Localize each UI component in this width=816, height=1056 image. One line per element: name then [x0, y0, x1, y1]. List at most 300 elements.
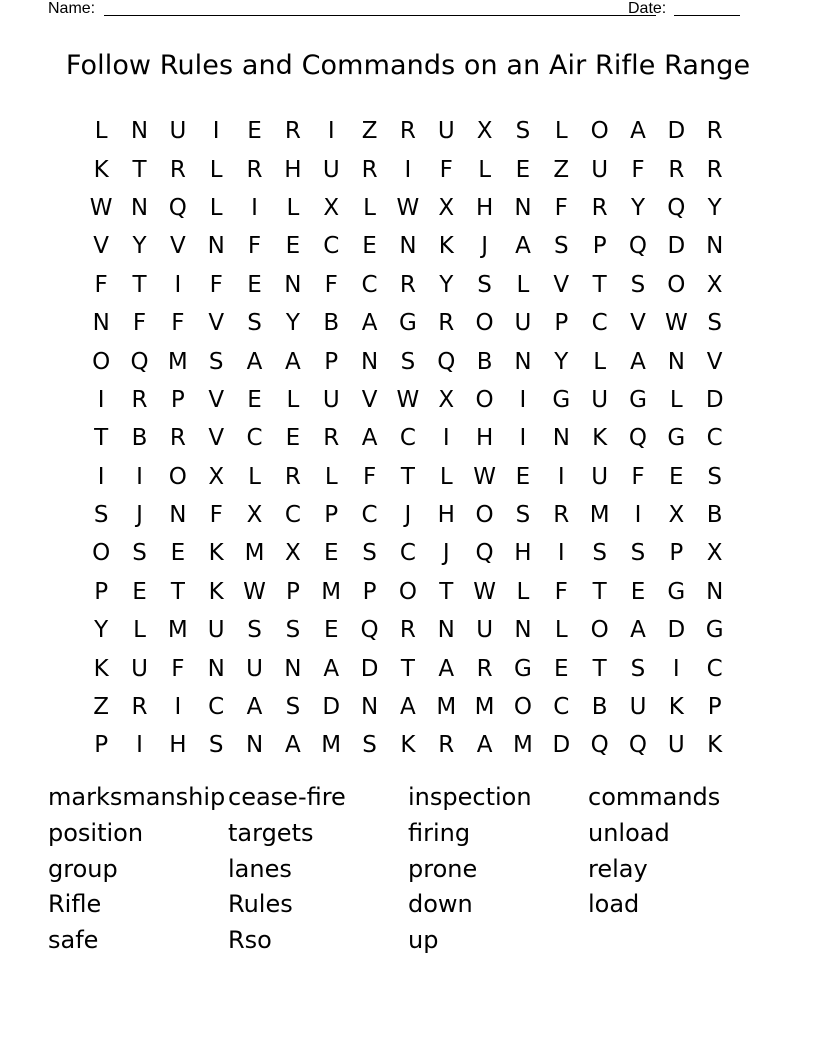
grid-letter[interactable]: L: [324, 463, 338, 490]
grid-letter[interactable]: R: [323, 425, 340, 452]
grid-row: [82, 458, 734, 496]
grid-letter[interactable]: N: [245, 732, 264, 759]
grid-letter[interactable]: O: [590, 617, 609, 644]
grid-letter[interactable]: O: [92, 348, 111, 375]
grid-letter[interactable]: R: [553, 502, 570, 529]
grid-letter[interactable]: D: [667, 233, 686, 260]
grid-letter[interactable]: N: [207, 233, 225, 260]
grid-letter[interactable]: F: [171, 655, 185, 682]
grid-letter[interactable]: R: [668, 156, 685, 183]
grid-letter[interactable]: E: [247, 118, 262, 145]
grid-letter[interactable]: U: [591, 386, 609, 413]
grid-letter[interactable]: S: [132, 540, 147, 567]
grid-letter[interactable]: Q: [628, 425, 648, 452]
grid-letter[interactable]: L: [248, 463, 261, 490]
grid-letter[interactable]: F: [171, 310, 185, 337]
grid-letter[interactable]: C: [323, 233, 340, 260]
grid-letter[interactable]: V: [208, 386, 225, 413]
grid-letter[interactable]: E: [554, 655, 569, 682]
grid-letter[interactable]: S: [630, 271, 646, 298]
grid-letter[interactable]: F: [554, 578, 568, 605]
grid-letter[interactable]: P: [324, 502, 339, 529]
grid-letter[interactable]: V: [553, 271, 570, 298]
grid-letter[interactable]: N: [706, 578, 724, 605]
grid-letter[interactable]: P: [362, 578, 377, 605]
grid-letter[interactable]: L: [94, 118, 108, 145]
grid-letter[interactable]: P: [324, 348, 339, 375]
grid-letter[interactable]: L: [286, 386, 300, 413]
grid-letter[interactable]: X: [438, 194, 455, 221]
grid-letter[interactable]: G: [705, 617, 724, 644]
grid-letter[interactable]: U: [169, 118, 187, 145]
grid-letter[interactable]: G: [552, 386, 571, 413]
grid-letter[interactable]: Y: [554, 348, 569, 375]
grid-letter[interactable]: U: [207, 617, 225, 644]
grid-letter[interactable]: B: [323, 310, 340, 337]
grid-letter[interactable]: D: [360, 655, 379, 682]
grid-letter[interactable]: A: [285, 732, 301, 759]
grid-letter[interactable]: N: [437, 617, 455, 644]
grid-letter[interactable]: A: [630, 118, 646, 145]
grid-letter[interactable]: N: [92, 310, 110, 337]
grid-letter[interactable]: E: [247, 386, 262, 413]
grid-letter[interactable]: R: [476, 655, 493, 682]
grid-letter[interactable]: W: [664, 310, 688, 337]
grid-letter[interactable]: V: [706, 348, 723, 375]
grid-letter[interactable]: Y: [94, 617, 109, 644]
grid-letter[interactable]: V: [630, 310, 646, 337]
grid-letter[interactable]: Q: [628, 233, 648, 260]
grid-letter[interactable]: U: [591, 463, 609, 490]
grid-letter[interactable]: Q: [437, 348, 456, 375]
grid-letter[interactable]: Q: [475, 540, 494, 567]
grid-letter[interactable]: F: [247, 233, 262, 260]
grid-letter[interactable]: M: [436, 694, 457, 721]
grid-row: [82, 496, 734, 534]
grid-letter[interactable]: L: [478, 156, 492, 183]
grid-letter[interactable]: R: [438, 732, 455, 759]
grid-letter[interactable]: I: [557, 540, 565, 567]
grid-letter[interactable]: L: [363, 194, 376, 221]
grid-letter[interactable]: S: [477, 271, 492, 298]
grid-letter[interactable]: S: [93, 502, 109, 529]
grid-letter[interactable]: I: [327, 118, 335, 145]
grid-letter[interactable]: T: [132, 156, 147, 183]
grid-letter[interactable]: L: [554, 118, 568, 145]
grid-letter[interactable]: I: [97, 386, 105, 413]
grid-letter[interactable]: A: [246, 348, 263, 375]
grid-letter[interactable]: R: [591, 194, 608, 221]
grid-letter[interactable]: M: [321, 578, 342, 605]
grid-letter[interactable]: I: [251, 194, 258, 221]
grid-letter[interactable]: E: [515, 156, 531, 183]
grid-letter[interactable]: V: [208, 310, 225, 337]
grid-letter[interactable]: U: [476, 617, 494, 644]
grid-letter[interactable]: K: [668, 694, 684, 721]
grid-letter[interactable]: G: [629, 386, 647, 413]
grid-letter[interactable]: L: [133, 617, 146, 644]
grid-letter[interactable]: M: [589, 502, 610, 529]
grid-letter[interactable]: N: [706, 233, 724, 260]
grid-letter[interactable]: F: [631, 463, 645, 490]
grid-letter[interactable]: F: [132, 310, 147, 337]
grid-letter[interactable]: S: [515, 118, 531, 145]
grid-letter[interactable]: C: [706, 425, 723, 452]
grid-letter[interactable]: S: [707, 463, 722, 490]
grid-letter[interactable]: K: [592, 425, 608, 452]
grid-letter[interactable]: Q: [667, 194, 686, 221]
grid-letter[interactable]: Z: [93, 694, 110, 721]
grid-letter[interactable]: F: [362, 463, 377, 490]
grid-letter[interactable]: H: [475, 425, 494, 452]
grid-letter[interactable]: P: [669, 540, 684, 567]
grid-letter[interactable]: U: [514, 310, 532, 337]
grid-letter[interactable]: P: [592, 233, 607, 260]
grid-letter[interactable]: N: [514, 617, 532, 644]
grid-letter[interactable]: W: [396, 194, 420, 221]
grid-letter[interactable]: X: [285, 540, 301, 567]
grid-letter[interactable]: S: [362, 732, 377, 759]
grid-letter[interactable]: V: [361, 386, 378, 413]
grid-letter[interactable]: D: [667, 617, 686, 644]
grid-letter[interactable]: S: [707, 310, 722, 337]
grid-row: [82, 688, 734, 726]
grid-letter[interactable]: E: [630, 578, 646, 605]
grid-letter[interactable]: N: [360, 348, 379, 375]
grid-letter[interactable]: J: [136, 502, 143, 529]
grid-letter[interactable]: T: [400, 463, 415, 490]
grid-letter[interactable]: H: [169, 732, 187, 759]
grid-letter[interactable]: I: [672, 655, 680, 682]
grid-letter[interactable]: E: [285, 425, 301, 452]
grid-letter[interactable]: J: [404, 502, 412, 529]
grid-letter[interactable]: I: [174, 271, 182, 298]
grid-letter[interactable]: V: [208, 425, 225, 452]
grid-letter[interactable]: K: [93, 655, 109, 682]
grid-letter[interactable]: M: [244, 540, 265, 567]
grid-letter[interactable]: F: [94, 271, 108, 298]
grid-letter[interactable]: Y: [439, 271, 454, 298]
grid-letter[interactable]: R: [284, 118, 301, 145]
grid-letter[interactable]: O: [92, 540, 111, 567]
grid-letter[interactable]: S: [592, 540, 607, 567]
grid-letter[interactable]: I: [136, 732, 143, 759]
grid-letter[interactable]: T: [170, 578, 185, 605]
grid-letter[interactable]: I: [442, 425, 450, 452]
grid-letter[interactable]: I: [174, 694, 182, 721]
grid-letter[interactable]: A: [285, 348, 301, 375]
grid-letter[interactable]: E: [247, 271, 262, 298]
grid-letter[interactable]: S: [208, 348, 224, 375]
grid-letter[interactable]: K: [208, 540, 224, 567]
grid-letter[interactable]: X: [706, 540, 723, 567]
grid-letter[interactable]: F: [209, 502, 223, 529]
grid-letter[interactable]: G: [399, 310, 417, 337]
grid-letter[interactable]: O: [590, 118, 609, 145]
grid-letter[interactable]: R: [131, 386, 148, 413]
grid-letter[interactable]: C: [361, 502, 378, 529]
grid-letter[interactable]: Q: [590, 732, 609, 759]
grid-letter[interactable]: C: [706, 655, 723, 682]
grid-letter[interactable]: S: [630, 540, 646, 567]
grid-letter[interactable]: G: [667, 425, 686, 452]
grid-letter[interactable]: P: [94, 578, 109, 605]
grid-letter[interactable]: K: [707, 732, 723, 759]
grid-letter[interactable]: E: [285, 233, 301, 260]
grid-letter[interactable]: Z: [361, 118, 378, 145]
grid-letter[interactable]: A: [400, 694, 416, 721]
grid-letter[interactable]: M: [474, 694, 495, 721]
grid-letter[interactable]: S: [553, 233, 569, 260]
grid-letter[interactable]: C: [591, 310, 608, 337]
grid-letter[interactable]: X: [438, 386, 455, 413]
grid-letter[interactable]: C: [553, 694, 570, 721]
grid-letter[interactable]: N: [514, 194, 532, 221]
grid-letter[interactable]: X: [208, 463, 225, 490]
grid-letter[interactable]: S: [208, 732, 224, 759]
grid-letter[interactable]: N: [207, 655, 225, 682]
grid-letter[interactable]: L: [669, 386, 683, 413]
grid-letter[interactable]: W: [396, 386, 420, 413]
grid-letter[interactable]: M: [167, 348, 188, 375]
grid-letter[interactable]: C: [246, 425, 263, 452]
name-field-line[interactable]: [104, 15, 656, 16]
grid-letter[interactable]: E: [669, 463, 684, 490]
grid-letter[interactable]: D: [552, 732, 571, 759]
grid-letter[interactable]: U: [667, 732, 685, 759]
grid-letter[interactable]: T: [400, 655, 415, 682]
grid-letter[interactable]: P: [285, 578, 300, 605]
grid-letter[interactable]: L: [516, 578, 530, 605]
grid-letter[interactable]: M: [167, 617, 188, 644]
grid-letter[interactable]: A: [476, 732, 493, 759]
grid-letter[interactable]: N: [514, 348, 532, 375]
grid-letter[interactable]: C: [399, 425, 416, 452]
grid-letter[interactable]: G: [514, 655, 532, 682]
grid-letter[interactable]: Y: [707, 194, 722, 221]
grid-letter[interactable]: F: [324, 271, 338, 298]
grid-letter[interactable]: A: [438, 655, 455, 682]
grid-letter[interactable]: S: [630, 655, 646, 682]
grid-letter[interactable]: F: [439, 156, 453, 183]
grid-letter[interactable]: P: [554, 310, 569, 337]
grid-letter[interactable]: C: [284, 502, 301, 529]
grid-letter[interactable]: I: [634, 502, 642, 529]
grid-letter[interactable]: E: [170, 540, 186, 567]
grid-letter[interactable]: O: [475, 502, 494, 529]
grid-letter[interactable]: Y: [285, 310, 300, 337]
grid-letter[interactable]: I: [136, 463, 143, 490]
grid-letter[interactable]: T: [439, 578, 454, 605]
grid-letter[interactable]: I: [97, 463, 105, 490]
grid-letter[interactable]: E: [323, 540, 339, 567]
grid-letter[interactable]: K: [438, 233, 454, 260]
grid-letter[interactable]: R: [399, 617, 416, 644]
grid-letter[interactable]: H: [284, 156, 302, 183]
grid-letter[interactable]: E: [132, 578, 147, 605]
grid-letter[interactable]: K: [208, 578, 224, 605]
grid-letter[interactable]: R: [131, 694, 148, 721]
word-column: [588, 780, 768, 923]
grid-letter[interactable]: A: [630, 348, 646, 375]
grid-letter[interactable]: A: [361, 310, 378, 337]
grid-letter[interactable]: E: [515, 463, 531, 490]
grid-letter[interactable]: W: [473, 578, 496, 605]
grid-letter[interactable]: N: [667, 348, 685, 375]
grid-letter[interactable]: D: [322, 694, 341, 721]
grid-letter[interactable]: R: [169, 425, 186, 452]
grid-letter[interactable]: V: [169, 233, 186, 260]
grid-letter[interactable]: L: [209, 156, 223, 183]
grid-letter[interactable]: Y: [630, 194, 646, 221]
grid-letter[interactable]: Z: [553, 156, 570, 183]
grid-letter[interactable]: I: [404, 156, 412, 183]
grid-letter[interactable]: R: [399, 118, 416, 145]
grid-letter[interactable]: X: [476, 118, 493, 145]
grid-letter[interactable]: L: [593, 348, 607, 375]
grid-letter[interactable]: C: [399, 540, 416, 567]
grid-letter[interactable]: A: [246, 694, 263, 721]
grid-letter[interactable]: S: [247, 310, 262, 337]
grid-letter[interactable]: W: [89, 194, 113, 221]
grid-letter[interactable]: V: [93, 233, 110, 260]
grid-letter[interactable]: N: [360, 694, 379, 721]
grid-letter[interactable]: X: [668, 502, 685, 529]
grid-letter[interactable]: R: [246, 156, 263, 183]
grid-letter[interactable]: R: [438, 310, 455, 337]
grid-letter[interactable]: B: [131, 425, 148, 452]
grid-letter[interactable]: S: [515, 502, 531, 529]
grid-letter[interactable]: T: [592, 578, 607, 605]
grid-letter[interactable]: B: [476, 348, 493, 375]
grid-letter[interactable]: R: [706, 118, 723, 145]
grid-letter[interactable]: S: [400, 348, 416, 375]
grid-letter[interactable]: A: [630, 617, 646, 644]
grid-letter[interactable]: Y: [132, 233, 147, 260]
grid-letter[interactable]: K: [93, 156, 109, 183]
grid-letter[interactable]: L: [516, 271, 530, 298]
grid-letter[interactable]: F: [631, 156, 645, 183]
grid-letter[interactable]: L: [209, 194, 223, 221]
word-bank-item: lanes: [228, 854, 292, 883]
grid-letter[interactable]: E: [362, 233, 377, 260]
grid-letter[interactable]: N: [130, 118, 149, 145]
grid-letter[interactable]: A: [323, 655, 340, 682]
grid-letter[interactable]: N: [169, 502, 187, 529]
grid-letter[interactable]: U: [591, 156, 609, 183]
grid-letter[interactable]: U: [322, 386, 340, 413]
grid-letter[interactable]: S: [362, 540, 377, 567]
grid-letter[interactable]: X: [246, 502, 263, 529]
grid-letter[interactable]: L: [554, 617, 568, 644]
grid-letter[interactable]: R: [706, 156, 723, 183]
grid-letter[interactable]: U: [629, 694, 647, 721]
grid-letter[interactable]: O: [667, 271, 686, 298]
grid-letter[interactable]: J: [442, 540, 450, 567]
grid-letter[interactable]: P: [707, 694, 722, 721]
grid-letter[interactable]: T: [94, 425, 109, 452]
grid-letter[interactable]: D: [705, 386, 724, 413]
grid-letter[interactable]: S: [285, 617, 301, 644]
word-bank-item: cease-fire: [228, 783, 346, 811]
grid-letter[interactable]: Q: [628, 732, 648, 759]
grid-letter[interactable]: F: [554, 194, 568, 221]
grid-letter[interactable]: W: [243, 578, 266, 605]
grid-letter[interactable]: I: [519, 386, 527, 413]
grid-letter[interactable]: R: [399, 271, 416, 298]
grid-letter[interactable]: T: [132, 271, 147, 298]
grid-letter[interactable]: C: [208, 694, 225, 721]
grid-letter[interactable]: O: [475, 386, 494, 413]
grid-letter[interactable]: R: [284, 463, 301, 490]
grid-letter[interactable]: I: [212, 118, 220, 145]
date-field-line[interactable]: [674, 15, 740, 16]
grid-letter[interactable]: B: [706, 502, 723, 529]
word-bank-item: down: [408, 890, 473, 919]
grid-letter[interactable]: H: [475, 194, 494, 221]
grid-letter[interactable]: T: [592, 655, 607, 682]
grid-letter[interactable]: D: [667, 118, 686, 145]
grid-letter[interactable]: U: [322, 156, 340, 183]
grid-letter[interactable]: O: [513, 694, 532, 721]
grid-letter[interactable]: I: [519, 425, 527, 452]
grid-letter[interactable]: M: [513, 732, 533, 759]
grid-letter[interactable]: N: [552, 425, 570, 452]
grid-letter[interactable]: U: [437, 118, 455, 145]
grid-letter[interactable]: O: [398, 578, 417, 605]
grid-letter[interactable]: P: [170, 386, 185, 413]
grid-letter[interactable]: R: [169, 156, 186, 183]
grid-letter[interactable]: B: [591, 694, 608, 721]
grid-letter[interactable]: L: [439, 463, 453, 490]
grid-letter[interactable]: N: [130, 194, 149, 221]
grid-letter[interactable]: T: [592, 271, 607, 298]
grid-letter[interactable]: X: [323, 194, 340, 221]
grid-letter[interactable]: Q: [168, 194, 187, 221]
grid-letter[interactable]: E: [323, 617, 339, 644]
grid-letter[interactable]: R: [361, 156, 378, 183]
grid-letter[interactable]: C: [361, 271, 378, 298]
grid-letter[interactable]: F: [209, 271, 223, 298]
grid-letter[interactable]: K: [400, 732, 416, 759]
grid-letter[interactable]: N: [399, 233, 417, 260]
grid-letter[interactable]: S: [247, 617, 262, 644]
grid-letter[interactable]: A: [515, 233, 531, 260]
grid-letter[interactable]: U: [131, 655, 148, 682]
grid-letter[interactable]: U: [246, 655, 263, 682]
grid-letter[interactable]: W: [473, 463, 496, 490]
grid-letter[interactable]: N: [284, 655, 302, 682]
grid-letter[interactable]: Q: [360, 617, 379, 644]
grid-letter[interactable]: H: [514, 540, 532, 567]
grid-letter[interactable]: O: [168, 463, 187, 490]
grid-letter[interactable]: S: [285, 694, 301, 721]
grid-letter[interactable]: N: [284, 271, 302, 298]
grid-row: [82, 342, 734, 380]
grid-letter[interactable]: P: [94, 732, 109, 759]
grid-letter[interactable]: G: [667, 578, 686, 605]
grid-letter[interactable]: O: [475, 310, 494, 337]
grid-letter[interactable]: A: [361, 425, 378, 452]
word-bank-item: marksmanship: [48, 783, 226, 811]
grid-letter[interactable]: J: [481, 233, 488, 260]
grid-letter[interactable]: H: [437, 502, 455, 529]
grid-letter[interactable]: X: [706, 271, 723, 298]
grid-letter[interactable]: I: [557, 463, 565, 490]
grid-letter[interactable]: Q: [130, 348, 149, 375]
grid-letter[interactable]: M: [321, 732, 342, 759]
grid-letter[interactable]: L: [286, 194, 300, 221]
